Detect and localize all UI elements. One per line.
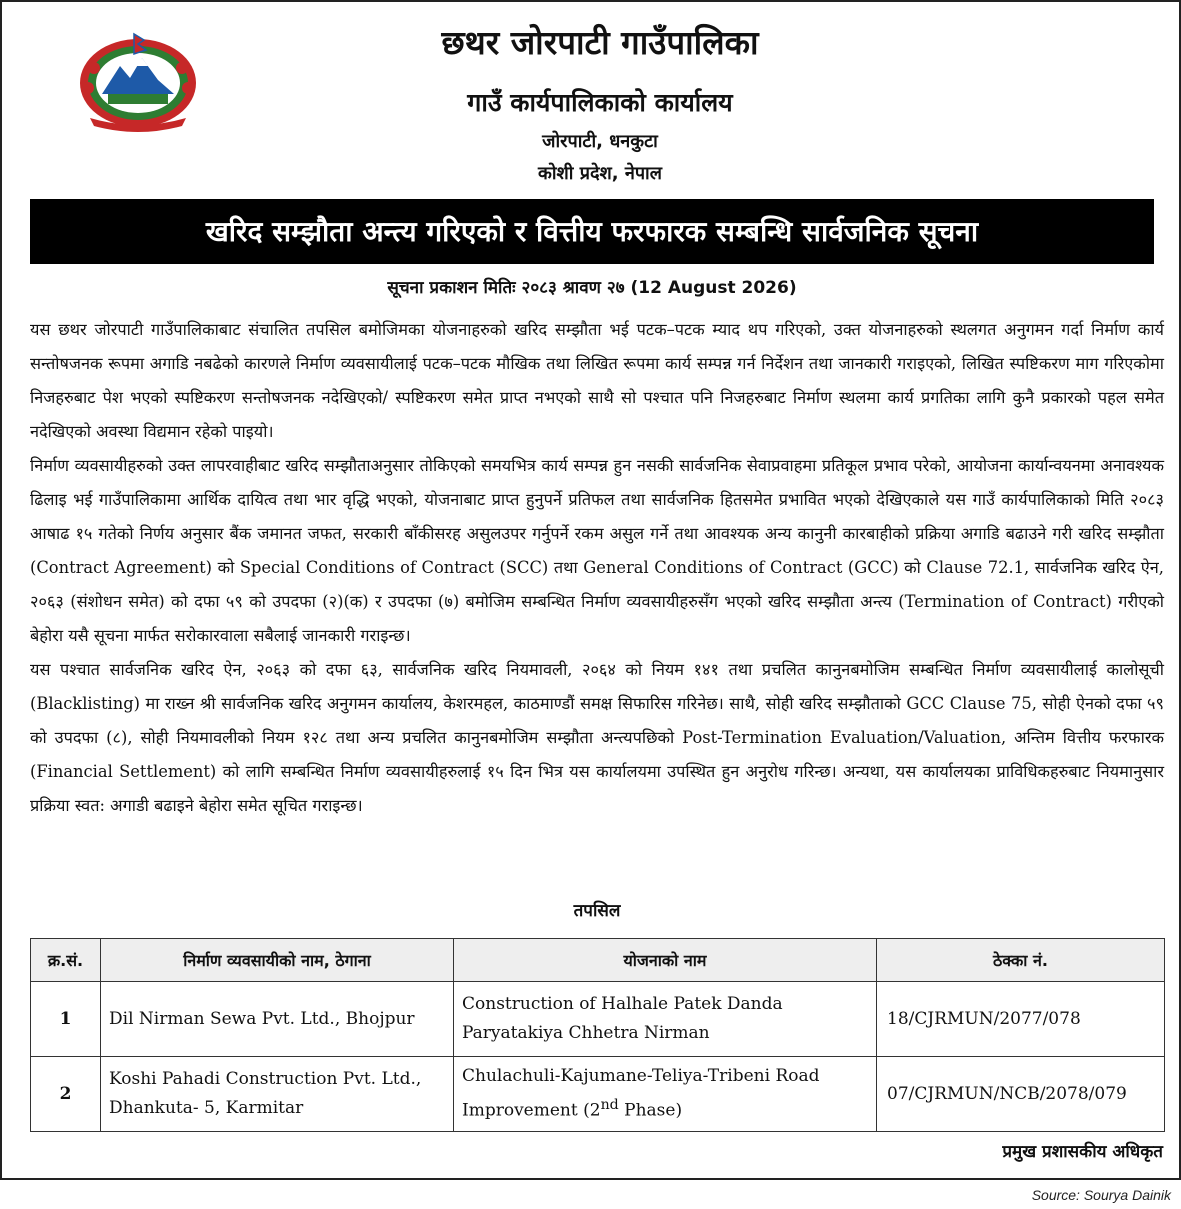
- project-text: Phase): [618, 1100, 683, 1121]
- row-contractor-line: Dhankuta- 5, Karmitar: [109, 1098, 304, 1118]
- row-contractor: Dil Nirman Sewa Pvt. Ltd., Bhojpur: [101, 982, 454, 1057]
- row-project-line: [462, 1091, 868, 1126]
- source-credit: Source: Sourya Dainik: [1031, 1187, 1171, 1203]
- row-contract-number: 18/CJRMUN/2077/078: [877, 982, 1165, 1057]
- office-province: कोशी प्रदेश, नेपाल: [538, 163, 662, 184]
- table-row: [31, 1057, 1165, 1132]
- municipality-title: छथर जोरपाटी गाउँपालिका: [441, 23, 759, 62]
- row-serial-number: 1: [31, 982, 101, 1057]
- notice-banner-title: खरिद सम्झौता अन्त्य गरिएको र वित्तीय फरफारक सम्बन्धि सार्वजनिक सूचना: [30, 199, 1154, 264]
- notice-paragraph-1: यस छथर जोरपाटी गाउँपालिकाबाट संचालित तपसिल बमोजिमका योजनाहरुको खरिद सम्झौता भई पटक–पटक म्याद थप गरिएको, उक्त योजनाहरुको स्थलगत अनुगमन गर्दा निर्माण कार्य सन्तोषजनक रूपमा अगाडि नबढेको कारणले निर्माण व्यवसायीलाई पटक–पटक मौखिक तथा लिखित रूपमा कार्य सम्पन्न गर्न निर्देशन तथा जानकारी गराइएको, लिखित स्पष्टिकरण माग गरिएकोमा निजहरुबाट पेश भएको स्पष्टिकरण सन्तोषजनक नदेखिएको/ स्पष्टिकरण समेत प्राप्त नभएको साथै सो पश्चात पनि निजहरुबाट निर्माण स्थलमा कार्य प्रगतिका लागि कुनै प्रकारको पहल समेत नदेखिएको अवस्था विद्यमान रहेको पाइयो।: [30, 320, 1164, 441]
- row-project-line: Paryatakiya Chhetra Nirman: [462, 1023, 710, 1043]
- column-header-contractor: निर्माण व्यवसायीको नाम, ठेगाना: [101, 939, 454, 982]
- notice-paragraph-3: यस पश्चात सार्वजनिक खरिद ऐन, २०६३ को दफा ६३, सार्वजनिक खरिद नियमावली, २०६४ को नियम १४१ तथा प्रचलित कानुनबमोजिम सम्बन्धित निर्माण व्यवसायीलाई कालोसूची (Blacklisting) मा राख्न श्री सार्वजनिक खरिद अनुगमन कार्यालय, केशरमहल, काठमाण्डौं समक्ष सिफारिस गरिनेछ। साथै, सोही खरिद सम्झौताको GCC Clause 75, सोही ऐनको दफा ५९ को उपदफा (८), सोही नियमावलीको नियम १२८ तथा अन्य प्रचलित कानुनबमोजिम सम्झौता अन्त्यपछिको Post-Termination Evaluation/Valuation, अन्तिम वित्तीय फरफारक (Financial Settlement) को लागि सम्बन्धित निर्माण व्यवसायीहरुलाई १५ दिन भित्र यस कार्यालयमा उपस्थित हुन अनुरोध गरिन्छ। अन्यथा, यस कार्यालयका प्राविधिकहरुबाट नियमानुसार प्रक्रिया स्वत: अगाडी बढाइने बेहोरा समेत सूचित गराइन्छ।: [30, 660, 1164, 815]
- row-project-line: Chulachuli-Kajumane-Teliya-Tribeni Road: [462, 1066, 820, 1087]
- row-project: [454, 982, 877, 1057]
- ordinal-suffix: nd: [600, 1097, 619, 1114]
- row-project-line: Construction of Halhale Patek Danda: [462, 994, 783, 1014]
- office-title: गाउँ कार्यपालिकाको कार्यालय: [467, 88, 733, 117]
- notice-body: [30, 313, 1164, 823]
- row-contractor-line: Koshi Pahadi Construction Pvt. Ltd.,: [109, 1069, 422, 1089]
- project-text: Improvement (2: [462, 1100, 601, 1121]
- signatory-title: प्रमुख प्रशासकीय अधिकृत: [1002, 1142, 1163, 1162]
- row-project: [454, 1057, 877, 1132]
- column-header-project: योजनाको नाम: [454, 939, 877, 982]
- row-contract-number: 07/CJRMUN/NCB/2078/079: [877, 1057, 1165, 1132]
- row-contractor: [101, 1057, 454, 1132]
- table-row: [31, 982, 1165, 1057]
- schedule-table: [30, 938, 1165, 1132]
- table-header-row: [31, 939, 1165, 982]
- publication-date: सूचना प्रकाशन मितिः २०८३ श्रावण २७ (12 August 2026): [387, 278, 797, 298]
- column-header-contract-no: ठेक्का नं.: [877, 939, 1165, 982]
- office-location: जोरपाटी, धनकुटा: [542, 131, 658, 152]
- notice-paragraph-2: निर्माण व्यवसायीहरुको उक्त लापरवाहीबाट खरिद सम्झौताअनुसार तोकिएको समयभित्र कार्य सम्पन्न हुन नसकी सार्वजनिक सेवाप्रवाहमा प्रतिकूल प्रभाव परेको, आयोजना कार्यान्वयनमा अनावश्यक ढिलाइ भई गाउँपालिकामा आर्थिक दायित्व तथा भार वृद्धि भएको, योजनाबाट प्राप्त हुनुपर्ने प्रतिफल तथा सार्वजनिक हितसमेत प्रभावित भएको देखिएकाले यस गाउँ कार्यपालिकाको मिति २०८३ आषाढ १५ गतेको निर्णय अनुसार बैंक जमानत जफत, सरकारी बाँकीसरह असुलउपर गर्नुपर्ने रकम असुल गर्ने तथा आवश्यक अन्य कानुनी कारबाहीको प्रक्रिया अगाडि बढाउने गरी खरिद सम्झौता (Contract Agreement) को Special Conditions of Contract (SCC) तथा General Conditions of Contract (GCC) को Clause 72.1, सार्वजनिक खरिद ऐन, २०६३ (संशोधन समेत) को दफा ५९ को उपदफा (२)(क) र उपदफा (७) बमोजिम सम्बन्धित निर्माण व्यवसायीहरुसँग भएको खरिद सम्झौता अन्त्य (Termination of Contract) गरीएको बेहोरा यसै सूचना मार्फत सरोकारवाला सबैलाई जानकारी गराइन्छ।: [30, 456, 1164, 645]
- row-serial-number: 2: [31, 1057, 101, 1132]
- schedule-heading: तपसिल: [573, 901, 621, 921]
- nepal-government-emblem-icon: [74, 28, 202, 134]
- column-header-sn: क्र.सं.: [31, 939, 101, 982]
